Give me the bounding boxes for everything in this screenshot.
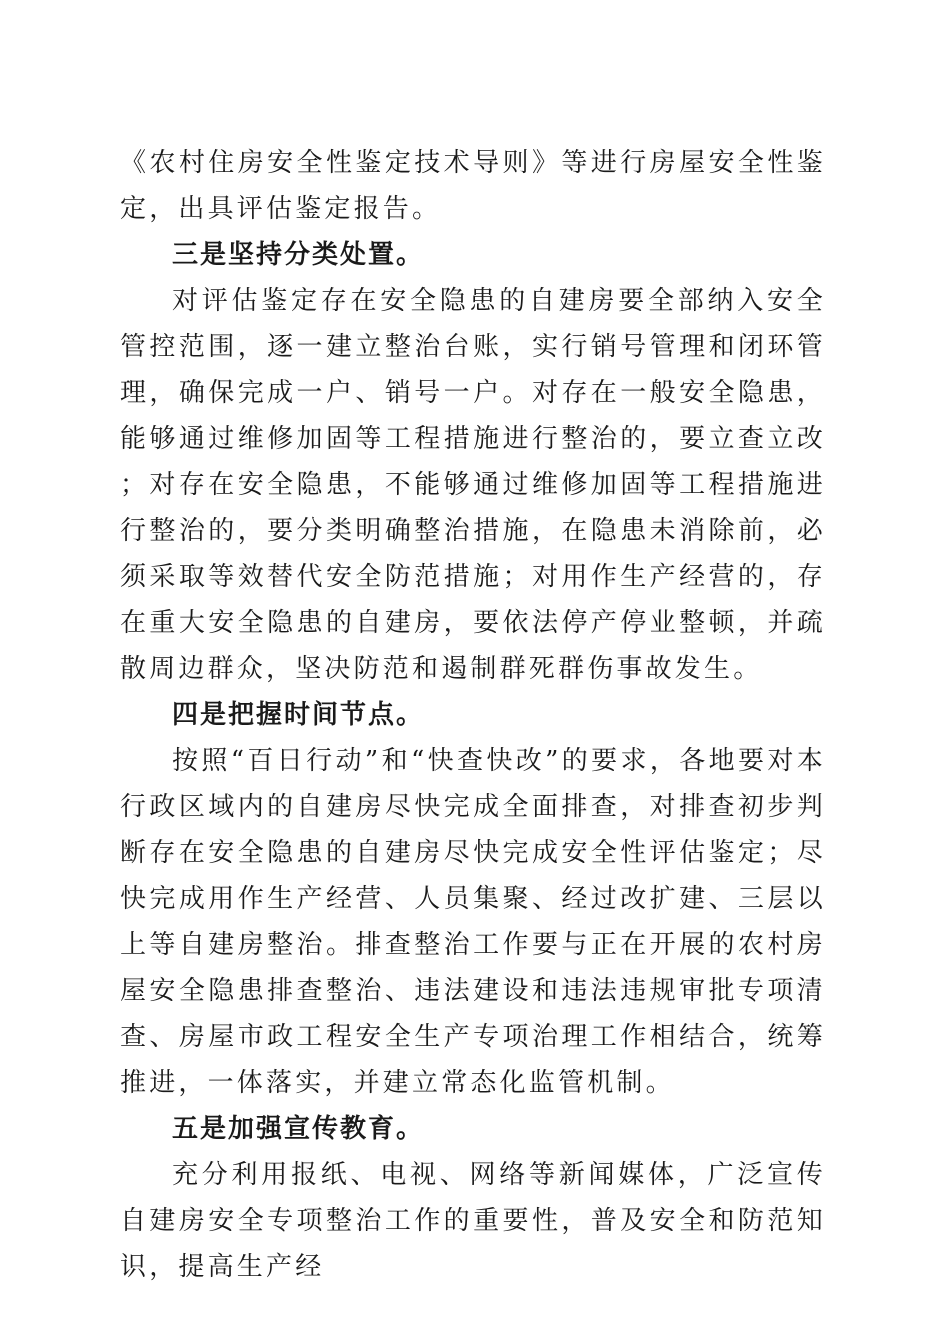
section-heading-five: 五是加强宣传教育。: [172, 1114, 425, 1144]
section-heading-four: 四是把握时间节点。: [172, 700, 425, 730]
document-body: [120, 140, 826, 1290]
paragraph-continuation: 《农村住房安全性鉴定技术导则》等进行房屋安全性鉴定，出具评估鉴定报告。: [120, 148, 826, 224]
paragraph-publicity: 充分利用报纸、电视、网络等新闻媒体，广泛宣传自建房安全专项整治工作的重要性，普及安全和防范知识，提高生产经: [120, 1160, 826, 1282]
paragraph-classification: 对评估鉴定存在安全隐患的自建房要全部纳入安全管控范围，逐一建立整治台账，实行销号管理和闭环管理，确保完成一户、销号一户。对存在一般安全隐患，能够通过维修加固等工程措施进行整治的，要立查立改；对存在安全隐患，不能够通过维修加固等工程措施进行整治的，要分类明确整治措施，在隐患未消除前，必须采取等效替代安全防范措施；对用作生产经营的，存在重大安全隐患的自建房，要依法停产停业整顿，并疏散周边群众，坚决防范和遏制群死群伤事故发生。: [120, 286, 826, 684]
section-heading-three: 三是坚持分类处置。: [172, 240, 425, 270]
paragraph-timeline: 按照“百日行动”和“快查快改”的要求，各地要对本行政区域内的自建房尽快完成全面排查，对排查初步判断存在安全隐患的自建房尽快完成安全性评估鉴定；尽快完成用作生产经营、人员集聚、经过改扩建、三层以上等自建房整治。排查整治工作要与正在开展的农村房屋安全隐患排查整治、违法建设和违法违规审批专项清查、房屋市政工程安全生产专项治理工作相结合，统筹推进，一体落实，并建立常态化监管机制。: [120, 746, 826, 1098]
